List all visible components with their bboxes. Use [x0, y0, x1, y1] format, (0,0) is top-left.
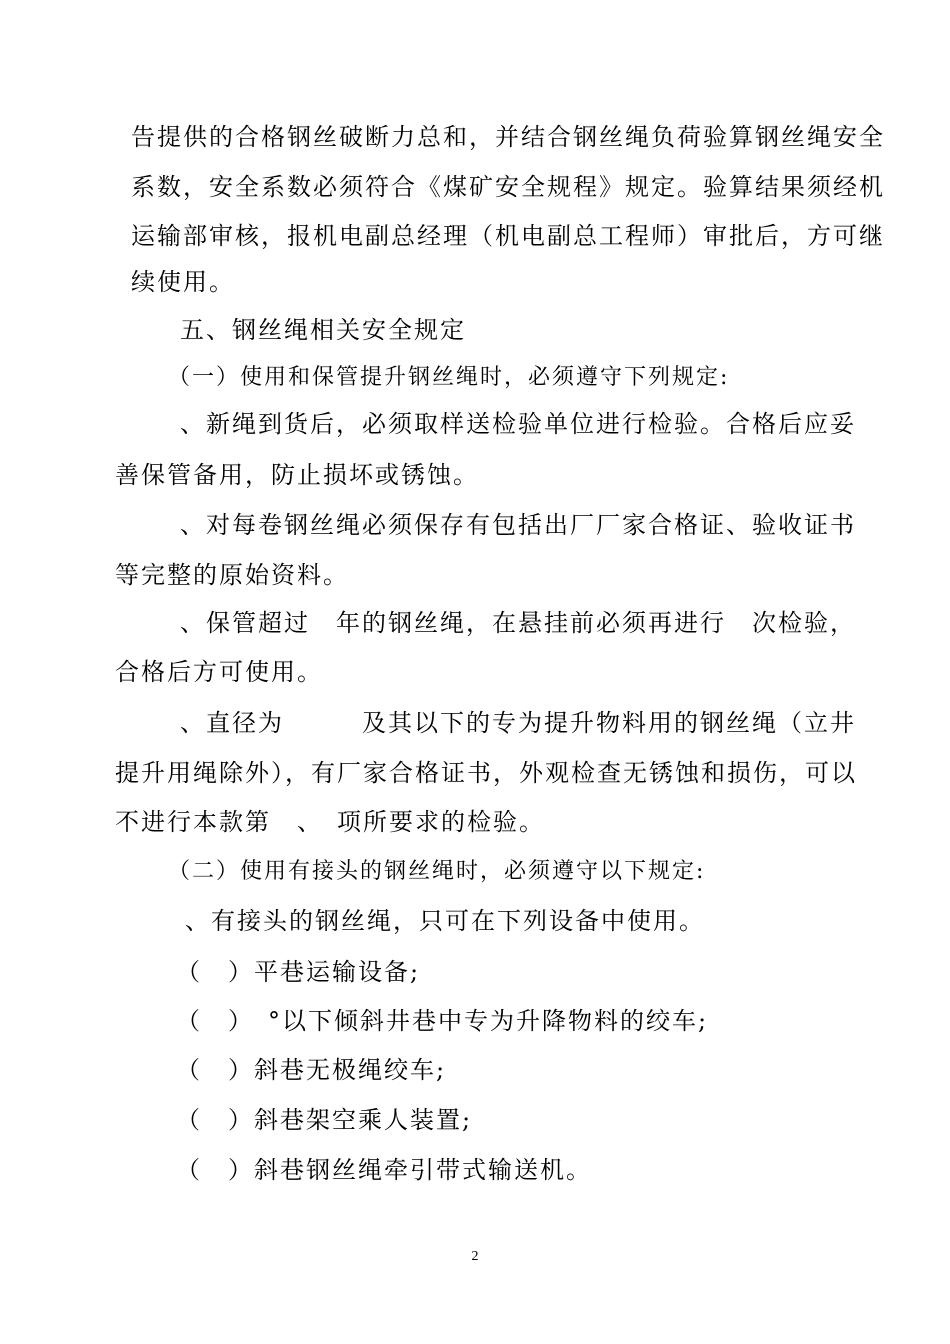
text-line: 告提供的合格钢丝破断力总和，并结合钢丝绳负荷验算钢丝绳安全	[131, 123, 885, 151]
subsection-heading: （一）使用和保管提升钢丝绳时，必须遵守下列规定:	[168, 365, 730, 390]
page-number: 2	[471, 1249, 479, 1264]
section-heading: 五、钢丝绳相关安全规定	[180, 316, 466, 344]
list-item: （ ）斜巷架空乘人装置;	[176, 1106, 473, 1134]
text-line: 、有接头的钢丝绳，只可在下列设备中使用。	[185, 907, 705, 935]
list-item: （ ）斜巷钢丝绳牵引带式输送机。	[176, 1156, 592, 1184]
list-item: （ ）斜巷无极绳绞车;	[176, 1056, 447, 1084]
text-line: 合格后方可使用。	[115, 658, 323, 686]
text-line: 、对每卷钢丝绳必须保存有包括出厂厂家合格证、验收证书	[180, 511, 856, 539]
text-line: 续使用。	[131, 268, 235, 296]
text-line: 运输部审核，报机电副总经理（机电副总工程师）审批后，方可继	[131, 222, 885, 250]
text-line: 、直径为 及其以下的专为提升物料用的钢丝绳（立井	[180, 709, 856, 737]
text-line: 、保管超过 年的钢丝绳，在悬挂前必须再进行 次检验，	[180, 609, 856, 637]
list-item: （ ）平巷运输设备;	[176, 958, 421, 986]
subsection-heading: （二）使用有接头的钢丝绳时，必须遵守以下规定:	[168, 859, 706, 884]
text-line: 系数，安全系数必须符合《煤矿安全规程》规定。验算结果须经机	[131, 173, 885, 201]
text-line: 不进行本款第 、 项所要求的检验。	[115, 808, 545, 836]
text-line: 善保管备用，防止损坏或锈蚀。	[115, 461, 479, 489]
text-line: 等完整的原始资料。	[115, 561, 349, 589]
text-line: 、新绳到货后，必须取样送检验单位进行检验。合格后应妥	[180, 410, 856, 438]
text-line: 提升用绳除外），有厂家合格证书，外观检查无锈蚀和损伤，可以	[115, 759, 857, 787]
list-item: （ ） °以下倾斜井巷中专为升降物料的绞车;	[176, 1007, 709, 1035]
